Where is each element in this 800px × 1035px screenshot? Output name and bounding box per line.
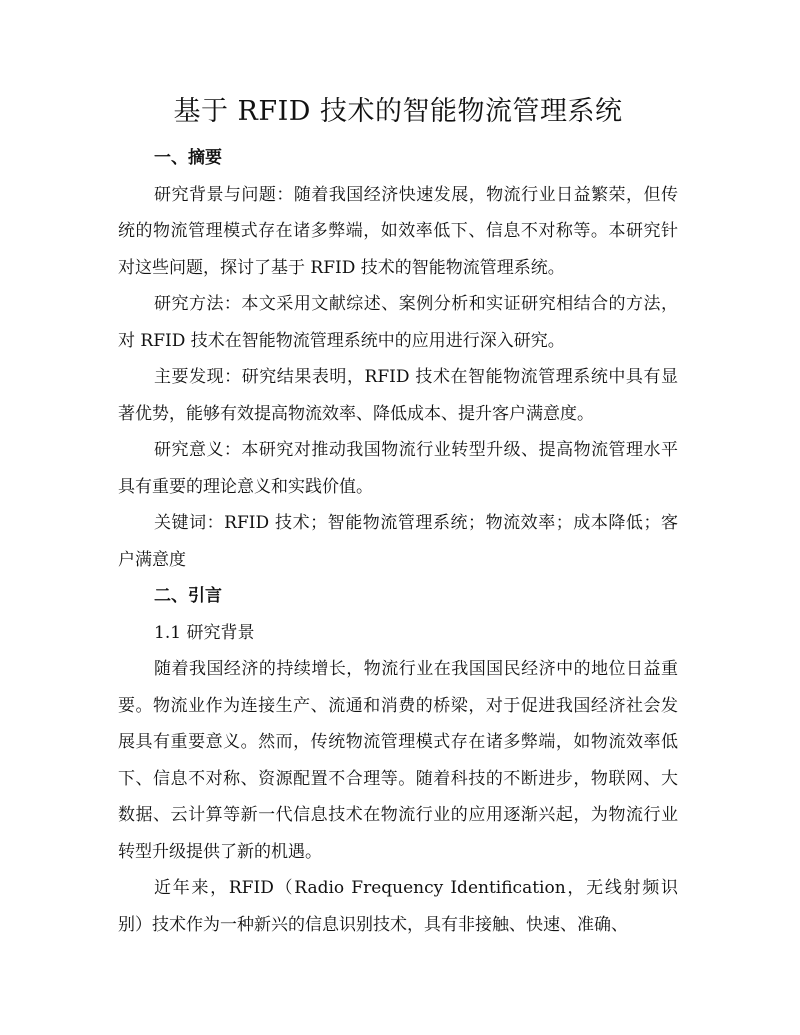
keywords-paragraph: 关键词：RFID 技术；智能物流管理系统；物流效率；成本降低；客户满意度 [118,513,678,570]
introduction-paragraph-1: 随着我国经济的持续增长，物流行业在我国国民经济中的地位日益重要。物流业作为连接生产、流通和消费的桥梁，对于促进我国经济社会发展具有重要意义。然而，传统物流管理模式存在诸多弊端，如物流效率低下、信息不对称、资源配置不合理等。随着科技的不断进步，物联网、大数据、云计算等新一代信息技术在物流行业的应用逐渐兴起，为物流行业转型升级提供了新的机遇。 [118,659,678,862]
subsection-heading-research-background: 1.1 研究背景 [154,622,255,643]
abstract-background-paragraph: 研究背景与问题：随着我国经济快速发展，物流行业日益繁荣，但传统的物流管理模式存在诸多弊端，如效率低下、信息不对称等。本研究针对这些问题，探讨了基于 RFID 技术的智能物流管理系统。 [118,184,678,278]
abstract-method-paragraph: 研究方法：本文采用文献综述、案例分析和实证研究相结合的方法，对 RFID 技术在智能物流管理系统中的应用进行深入研究。 [118,294,678,351]
section-heading-introduction: 二、引言 [154,586,222,606]
document-title: 基于 RFID 技术的智能物流管理系统 [173,96,623,127]
abstract-significance-paragraph: 研究意义：本研究对推动我国物流行业转型升级、提高物流管理水平具有重要的理论意义和实践价值。 [118,440,678,497]
introduction-paragraph-2: 近年来，RFID（Radio Frequency Identification，无线射频识别）技术作为一种新兴的信息识别技术，具有非接触、快速、准确、 [118,878,678,935]
document-page [118,88,678,943]
abstract-findings-paragraph: 主要发现：研究结果表明，RFID 技术在智能物流管理系统中具有显著优势，能够有效提高物流效率、降低成本、提升客户满意度。 [118,367,678,424]
section-heading-abstract: 一、摘要 [154,148,222,168]
